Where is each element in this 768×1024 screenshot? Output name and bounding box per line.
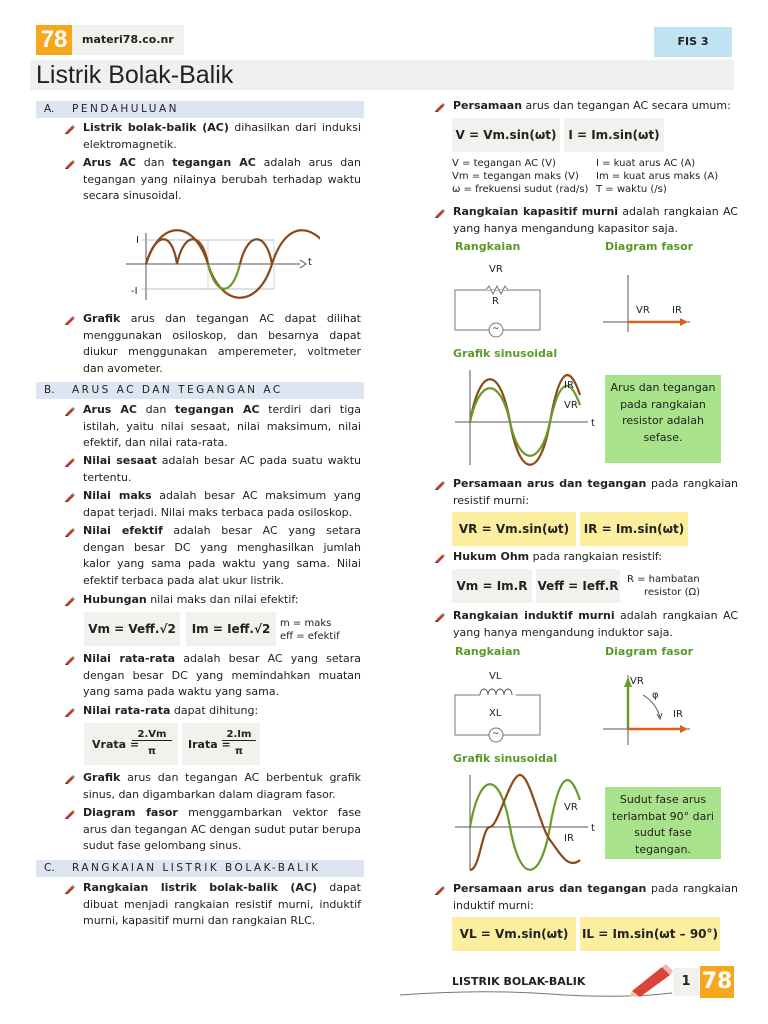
graph2-label-t: t [591, 418, 595, 429]
pen-bullet-icon [434, 479, 446, 491]
label-rangkaian-1: Rangkaian [455, 240, 521, 253]
phasor2-label-vr: VR [630, 676, 644, 687]
label-grafik-sinusoidal-1: Grafik sinusoidal [453, 347, 558, 360]
pen-bullet-icon [64, 123, 76, 135]
paragraph-b1: Arus AC dan tegangan AC terdiri dari tiga istilah, yaitu nilai sesaat, nilai maksimum, nilai efektif, dan nilai rata-rata. [83, 403, 361, 449]
pen-bullet-icon [64, 654, 76, 666]
paragraph-a1: Listrik bolak-balik (AC) dihasilkan dari induksi elektromagnetik. [83, 121, 361, 151]
formula-vl-sin: VL = Vm.sin(ωt) [452, 917, 576, 951]
pen-bullet-icon [64, 883, 76, 895]
note-m-maks: m = maks [280, 618, 332, 629]
formula-veff-ieffr: Veff = Ieff.R [536, 569, 620, 603]
paragraph-b7: Nilai rata-rata dapat dihitung: [83, 704, 259, 717]
circuit1-source: ~ [492, 324, 500, 334]
pen-bullet-icon [64, 456, 76, 468]
pen-bullet-icon [64, 491, 76, 503]
formula-im-ieff: Im = Ieff.√2 [186, 612, 276, 646]
phasor-diagram-inductive [598, 665, 698, 750]
brand-logo: 78 [36, 25, 72, 55]
graph1-label-i: I [136, 235, 139, 246]
section-a-header: A. PENDAHULUAN [36, 101, 364, 118]
paragraph-b2: Nilai sesaat adalah besar AC pada suatu waktu tertentu. [83, 454, 361, 484]
label-diagram-fasor-1: Diagram fasor [605, 240, 694, 253]
inductive-sine-graph [450, 770, 600, 875]
formula-i-sin: I = Im.sin(ωt) [564, 118, 664, 152]
legend-vm: Vm = tegangan maks (V) [452, 171, 579, 182]
phasor2-label-phi: φ [652, 690, 659, 701]
circuit1-label-vr: VR [489, 264, 503, 275]
pen-bullet-icon [64, 595, 76, 607]
legend-t: T = waktu (/s) [596, 184, 667, 195]
paragraph-b5: Hubungan nilai maks dan nilai efektif: [83, 593, 299, 606]
formula-v-sin: V = Vm.sin(ωt) [452, 118, 560, 152]
graph2-label-vr: VR [564, 400, 578, 411]
note-eff-efektif: eff = efektif [280, 631, 340, 642]
legend-im: Im = kuat arus maks (A) [596, 171, 719, 182]
pen-bullet-icon [64, 526, 76, 538]
pen-bullet-icon [64, 773, 76, 785]
phasor1-label-ir: IR [672, 305, 682, 316]
pen-bullet-icon [434, 207, 446, 219]
note-sefase: Arus dan tegangan pada rangkaian resistor adalah sefase. [605, 375, 721, 463]
footer-brand-logo: 78 [700, 966, 734, 998]
pen-bullet-icon [64, 158, 76, 170]
footer-title: LISTRIK BOLAK-BALIK [452, 975, 586, 988]
paragraph-a2: Arus AC dan tegangan AC adalah arus dan tegangan yang nilainya berubah terhadap waktu secara sinusoidal. [83, 156, 362, 202]
label-rangkaian-2: Rangkaian [455, 645, 521, 658]
page-title: Listrik Bolak-Balik [36, 61, 234, 89]
legend-omega: ω = frekuensi sudut (rad/s) [452, 184, 589, 195]
paragraph-persamaan-induktif: Persamaan arus dan tegangan pada rangkaian induktif murni: [453, 882, 738, 912]
legend-v: V = tegangan AC (V) [452, 158, 556, 169]
sine-wave-graph [120, 225, 320, 310]
label-diagram-fasor-2: Diagram fasor [605, 645, 694, 658]
subject-badge: FIS 3 [654, 27, 732, 57]
paragraph-b9: Diagram fasor menggambarkan vektor fase arus dan tegangan AC dengan sudut putar berupa sudut fase gelombang sinus. [83, 806, 362, 852]
label-grafik-sinusoidal-2: Grafik sinusoidal [453, 752, 558, 765]
paragraph-b8: Grafik arus dan tegangan AC berbentuk grafik sinus, dan digambarkan dalam diagram fasor. [83, 771, 361, 801]
circuit2-source: ~ [492, 729, 500, 739]
resistive-sine-graph [450, 365, 600, 470]
graph3-label-ir: IR [564, 833, 574, 844]
graph3-label-t: t [591, 823, 595, 834]
formula-vm-veff: Vm = Veff.√2 [84, 612, 180, 646]
note-r-hambatan: R = hambatan [627, 574, 700, 585]
pencil-icon [628, 963, 674, 997]
formula-ir-sin: IR = Im.sin(ωt) [580, 512, 688, 546]
paragraph-kapasitif: Rangkaian kapasitif murni adalah rangkaian AC yang hanya mengandung kapasitor saja. [453, 205, 738, 235]
note-resistor-ohm: resistor (Ω) [644, 587, 701, 598]
paragraph-hukum-ohm: Hukum Ohm pada rangkaian resistif: [453, 550, 663, 563]
pen-bullet-icon [434, 884, 446, 896]
paragraph-persamaan-resistif: Persamaan arus dan tegangan pada rangkaian resistif murni: [453, 477, 738, 507]
paragraph-c1: Rangkaian listrik bolak-balik (AC) dapat dibuat menjadi rangkaian resistif murni, induktif murni, kapasitif murni dan rangkaian RLC. [83, 881, 361, 927]
paragraph-b3: Nilai maks adalah besar AC maksimum yang dapat terjadi. Nilai maks terbaca pada osiloskop. [83, 489, 361, 519]
pen-bullet-icon [434, 101, 446, 113]
site-name[interactable]: materi78.co.nr [72, 25, 184, 55]
circuit2-label-vl: VL [489, 671, 502, 682]
formula-vr-sin: VR = Vm.sin(ωt) [452, 512, 576, 546]
formula-vrata: Vrata = 2.Vm π [84, 723, 178, 765]
page-number: 1 [673, 968, 699, 996]
paragraph-induktif: Rangkaian induktif murni adalah rangkaian AC yang hanya mengandung induktor saja. [453, 609, 738, 639]
paragraph-a3: Grafik arus dan tegangan AC dapat dilihat menggunakan osiloskop, dan besarnya dapat diukur menggunakan amperemeter, voltmeter dan avometer. [83, 312, 361, 375]
legend-i: I = kuat arus AC (A) [596, 158, 696, 169]
pen-bullet-icon [64, 314, 76, 326]
formula-il-sin: IL = Im.sin(ωt – 90°) [580, 917, 720, 951]
section-c-header: C. RANGKAIAN LISTRIK BOLAK-BALIK [36, 860, 364, 877]
graph3-label-vr: VR [564, 802, 578, 813]
formula-irata: Irata = 2.Im π [182, 723, 260, 765]
pen-bullet-icon [64, 706, 76, 718]
circuit2-label-xl: XL [489, 708, 502, 719]
formula-vm-imr: Vm = Im.R [452, 569, 532, 603]
phasor1-label-vr: VR [636, 305, 650, 316]
graph1-label-neg-i: -I [131, 286, 138, 297]
pen-bullet-icon [64, 405, 76, 417]
paragraph-persamaan-umum: Persamaan arus dan tegangan AC secara umum: [453, 99, 731, 112]
paragraph-b6: Nilai rata-rata adalah besar AC yang setara dengan besar DC yang memindahkan muatan yang sama pada waktu yang sama. [83, 652, 361, 698]
pen-bullet-icon [64, 808, 76, 820]
phasor2-label-ir: IR [673, 709, 683, 720]
pen-bullet-icon [434, 611, 446, 623]
paragraph-b4: Nilai efektif adalah besar AC yang setara dengan besar DC yang menghasilkan jumlah kalor yang sama pada waktu yang sama. Nilai efektif terbaca pada alat ukur listrik. [83, 524, 361, 587]
pen-bullet-icon [434, 552, 446, 564]
section-b-header: B. ARUS AC DAN TEGANGAN AC [36, 382, 364, 399]
circuit1-label-r: R [492, 296, 499, 307]
graph2-label-ir: IR [564, 380, 574, 391]
note-terlambat-90: Sudut fase arus terlambat 90° dari sudut fase tegangan. [605, 787, 721, 859]
graph1-label-t: t [308, 257, 312, 268]
